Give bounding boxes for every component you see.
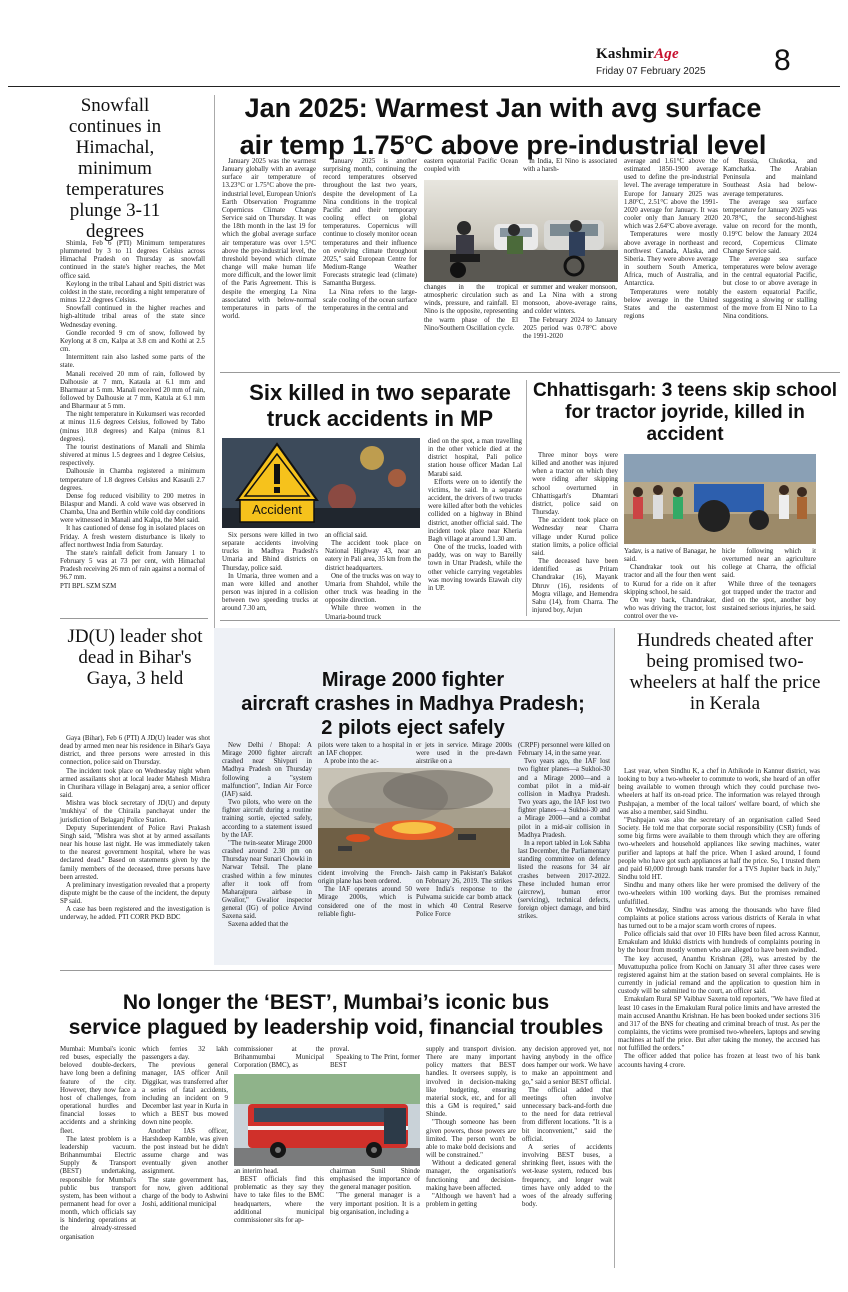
bus-photo: [234, 1074, 420, 1166]
masthead: [596, 44, 836, 86]
lead-col-5: average and 1.61°C above the estimated 1850-1900 average used to define the pre-industrial level. The average temperature in Europe for January 2025 was 1.80°C, 2.51°C above the 1991-2020 average for January. It was cooler only than January 2020 which was 2.64°C above average. Temperatures were mostly above average in northeast and northwest Canada, Alaska, and Siberia. They were above average in southern South America, Africa, much of Australia, and Antarctica. Temperatures were notably below average in the United States and the easternmost regions: [624, 158, 718, 320]
lead-headline-line1: Jan 2025: Warmest Jan with avg surface: [244, 93, 762, 123]
best-col-3b: an interim head. BEST officials find this problematic as they say they have to take files to the BMC headquarters, where the additional municipal commissioner sits for ap-: [234, 1168, 324, 1224]
column-divider: [614, 628, 615, 1268]
lead-col-6: of Russia, Chukotka, and Kamchatka. The Arabian Peninsula and mainland Southeast Asia had below-average temperatures. The average sea surface temperature for January 2025 was 20.78°C, the second-highest value on record for the month, 0.19°C below the January 2024 record, Copernicus Climate Change Service said. The average sea surface temperatures were below average in the central equatorial Pacific, but close to or above average in the eastern equatorial Pacific, suggesting a slowing or stalling of the move from El Nino to La Nina conditions.: [723, 158, 817, 320]
snowfall-body: [60, 240, 205, 610]
snowfall-para: Dalhousie in Chamba registered a minimum temperature of 1.8 degrees Celsius and Kasauli 2.7 degrees.: [60, 468, 205, 492]
lead-col-4a: In India, El Nino is associated with a harsh-: [523, 158, 617, 174]
degree-symbol: o: [404, 131, 414, 148]
snowfall-para: Shimla, Feb 6 (PTI) Minimum temperatures plummeted by 3 to 11 degrees Celsius across Himachal Pradesh on Thursday as snowfall continued in the state's higher reaches, the Met office said.: [60, 240, 205, 280]
snowfall-para: The night temperature in Kukumseri was recorded at minus 11.6 degrees Celsius, followed by Tabo (minus 10.8 degrees) and Kalpa (minus 8.1 degrees).: [60, 411, 205, 443]
best-col-3a: commissioner at the Brihanmumbai Municipal Corporation (BMC), as: [234, 1046, 324, 1070]
mp-col-2: an official said. The accident took place on National Highway 43, near an eatery in Pali area, 35 km from the district headquarters. One of the trucks was on way to Umaria from Shahdol, while the other truck was heading in the opposite direction. While three women in the Umaria-bound truck: [325, 532, 421, 621]
snowfall-para: The state's rainfall deficit from January 1 to February 5 was at 73 per cent, with Himachal Pradesh receiving 26 mm of rain against a normal of 96.7 mm.: [60, 549, 205, 582]
snowfall-para: Intermittent rain also lashed some parts of the state.: [60, 354, 205, 370]
mirage-headline: Mirage 2000 fighter aircraft crashes in Madhya Pradesh; 2 pilots eject safely: [241, 669, 585, 739]
mirage-col-3a: er jets in service. Mirage 2000s were used in the pre-dawn airstrike on a: [416, 742, 512, 766]
masthead-brand-accent: Age: [654, 46, 679, 62]
lead-col-3b: changes in the tropical atmospheric circulation such as winds, pressure, and rainfall. El Nino is the opposite, representing the warm phase of the El Nino/Southern Oscillation cycle.: [424, 284, 518, 332]
lead-col-3a: eastern equatorial Pacific Ocean coupled with: [424, 158, 518, 174]
snowfall-headline: Snowfall continues in Himachal, minimum temperatures plunge 3-11 degrees: [65, 95, 165, 242]
best-col-1: Mumbai: Mumbai's iconic red buses, especially the beloved double-deckers, have long been a defining feature of the city. However, they now face a host of challenges, from operational hurdles and financial losses to accidents and a shrinking fleet. The latest problem is a leadership vacuum. Brihanmumbai Electric Supply & Transport (BEST) undertaking, responsible for Mumbai's public bus transport system, has been without a permanent head for over a month, which officials say is hindering operations at the already-stressed organisation: [60, 1046, 136, 1241]
page-number: 8: [774, 44, 791, 77]
mp-trucks-headline: Six killed in two separate truck accidents in MP: [249, 380, 511, 431]
mirage-col-1: New Delhi / Bhopal: A Mirage 2000 fighter aircraft crashed near Shivpuri in Madhya Pradesh on Thursday following a "system malfunction", Indian Air Force (IAF) said. Two pilots, who were on the fighter aircraft during a routine training sortie, ejected safely, according to a statement issued by the IAF. "The twin-seater Mirage 2000 crashed around 2.30 pm on Thursday near Sunari Chowki in Narwar Tehsil. The plane crashed within a few minutes after it took off from Maharajpura airbase in Gwalior," Gwalior inspector general (IG) of police Arvind Saxena said. Saxena added that the: [222, 742, 312, 929]
best-col-4a: proval. Speaking to The Print, former BEST: [330, 1046, 420, 1070]
tractor-photo: [624, 454, 816, 544]
accident-photo: [222, 438, 420, 528]
snowfall-para: It has cautioned of dense fog in isolated places on Friday. A fresh western disturbance is likely to affect northwest India from Saturday.: [60, 525, 205, 549]
chhattisgarh-col-1: Three minor boys were killed and another was injured when a tractor on which they were riding after skipping school overturned in Chhattisgarh's Dhamtari district, police said on Thursday. The accident took place on Wednesday near Charra village under Kurud police station limits, a police official said. The deceased have been identified as Pritam Chandrakar (16), Mayank Dhruv (16), residents of Mogra village, and Hemendra Sahu (14), from Charra. The injured boy, Arjun: [532, 452, 618, 614]
kerala-headline: Hundreds cheated after being promised two-wheelers at half the price in Kerala: [629, 630, 821, 714]
jdu-para: A preliminary investigation revealed that a property dispute might be the cause of the incident, the deputy SP said.: [60, 881, 210, 906]
lead-headline-line2: air temp 1.75$^o$C above pre-industrial level: [239, 130, 767, 160]
snowfall-para: Keylong in the tribal Lahaul and Spiti district was coldest in the state, recording a night temperature of minus 12.2 degrees Celsius.: [60, 280, 205, 305]
jdu-body: [60, 735, 210, 965]
jdu-headline: JD(U) leader shot dead in Bihar's Gaya, 3 held: [67, 626, 203, 689]
mirage-col-4: (CRPF) personnel were killed on February 14, in the same year. Two years ago, the IAF lost two fighter planes—a Sukhoi-30 and a Mirage 2000—and a combat pilot in a mid-air collision in Madhya Pradesh. Two years ago, the IAF lost two fighter planes—a Sukhoi-30 and a Mirage 2000—and a combat pilot in a mid-air collision in Madhya Pradesh. In a report tabled in Lok Sabha last December, the Parliamentary standing committee on defence listed the reasons for 34 air crashes between 2017-2022. These included human error (aircrew), human error (servicing), technical defects, foreign object damage, and bird strikes.: [518, 742, 610, 921]
lead-col-4b: er summer and weaker monsoon, and La Nina with a strong monsoon, above-average rains, and colder winters. The February 2024 to January 2025 period was 0.78°C above the 1991-2020: [523, 284, 617, 340]
section-divider: [60, 970, 612, 971]
masthead-divider: [8, 86, 840, 87]
best-col-4b: chairman Sunil Shinde emphasised the importance of the general manager position. "The general manager is a very important position. It is a big organisation, including a: [330, 1168, 420, 1216]
column-divider: [526, 380, 527, 616]
mp-col-3: died on the spot, a man travelling in the other vehicle died at the district hospital, Pali police station house officer Madan Lal Marabi said. Efforts were on to identify the victims, he said. In a separate accident, the drivers of two trucks were killed after both the vehicles collided on a highway in Bhind district, another official said. The incident took place near Kheria Bagh village at around 1.30 am. One of the trucks, loaded with paddy, was on way to Bareilly town in Uttar Pradesh, while the other vehicle carrying vegetables was moving towards Etawah city in UP.: [428, 438, 522, 592]
lead-col-1: January 2025 was the warmest January globally with an average surface air temperature of 13.23°C or 1.75°C above the pre-industrial level, European Union's Earth Observation Programme Copernicus Climate Change Service said on Thursday. It was the 18th month in the last 19 for which the global average surface air temperature was over 1.5°C above the pre-industrial level, the threshold beyond which climate change will make human life more difficult, and the lower limit of the Paris Agreement. This is despite the emerging La Nina associated with below-normal temperatures in parts of the world.: [222, 158, 316, 320]
kerala-body: Last year, when Sindhu K, a chef in Athikode in Kannur district, was looking to buy a two-wheeler to commute to work, she heard of an offer being available to women through which they could purchase two-wheelers at half its on-road price. The information was relayed through Pushpajan, a member of the local tailors' welfare board, of which she was also a member, said Sindhu. "Pushpajan was also the secretary of an organisation called Seed Society. He told me that corporate social responsibility (CSR) funds of some big firms were available to them through which they are offering two-wheelers and household appliances like sewing machines, water purifier and laptops at half the price. When I asked around, I found people who have got such appliances at half the price. So, I trusted them and paid 60,000 through bank transfer for a TVS Jupiter back in July," Sindhu told HT. Sindhu and many others like her were promised the delivery of the two-wheelers within 100 working days. But the promises remained unfulfilled. On Wednesday, Sindhu was among the thousands who have filed complaints at police stations across various districts of Kerala in what has turned out to be a major scam worth crores of rupees. Police officials said that over 10 FIRs have been filed across Kannur, Ernakulam and Idukki districts with hundreds of complaints pouring in by the hour from mostly women who are alleged to have been swindled. The key accused, Ananthu Krishnan (28), was arrested by the Muvattupuzha police from Kochi on January 31 after three cases were registered against him at the station based on several complaints. He is currently in judicial remand and the application to question him in custody will be submitted to the court, an officer said. Ernakulam Rural SP Vaibhav Saxena told reporters, "We have filed at least 10 cases in the Ernakulam Rural police limits and have arrested the main accused Ananthu Krishnan. He has been booked under sections 316 and 317 of the BNS for cheating and criminal breach of trust. As per the complaints, the victims were promised two-wheelers, laptops and sewing machines at half the price. But after taking the money, the accused has not fulfilled the orders." The officer added that police has frozen at least two of his bank accounts having 4 crore.: [618, 768, 820, 1069]
chhattisgarh-col-3: hicle following which it overturned near an agriculture college at Charra, the official said. While three of the teenagers got trapped under the tractor and died on the spot, another boy sustained serious injuries, he said.: [722, 548, 816, 613]
chhattisgarh-col-2: Yadav, is a native of Banagar, he said. Chandrakar took out his tractor and all the four then went to Kurud for a ride on it after skipping school, he said. On way back, Chandrakar, who was driving the tractor, lost control over the ve-: [624, 548, 716, 621]
mirage-col-2b: cident involving the French-origin plane has been ordered. The IAF operates around 50 Mirage 2000s, which is considered one of the most reliable fight-: [318, 870, 412, 918]
traffic-photo: [424, 180, 618, 282]
section-divider: [60, 618, 208, 619]
best-col-2: which ferries 32 lakh passengers a day. The previous general manager, IAS officer Anil Diggikar, was transferred after a series of fatal accidents, including an incident on 9 December last year in Kurla in which a BEST bus mowed down nine people. Another IAS officer, Harshdeep Kamble, was given the post instead but he didn't assume charge and was eventually given another assignment. The state government has, for now, given additional charge of the body to Ashwini Joshi, additional municipal: [142, 1046, 228, 1208]
mirage-col-2a: pilots were taken to a hospital in an IAF chopper. A probe into the ac-: [318, 742, 412, 766]
jdu-para: Mishra was block secretary of JD(U) and deputy 'mukhiya' of the Chiraila panchayat under the jurisdiction of Belaganj Police Station.: [60, 800, 210, 824]
masthead-logo: [596, 46, 679, 63]
jdu-para: A case has been registered and the investigation is underway, he added. PTI CORR PKD BDC: [60, 906, 210, 922]
masthead-brand-main: Kashmir: [596, 46, 655, 62]
lead-col-2: "January 2025 is another surprising month, continuing the record temperatures observed throughout the last two years, despite the development of La Nina conditions in the tropical Pacific and their temporary cooling effect on global temperatures. Copernicus will continue to closely monitor ocean temperatures and their influence on evolving climate throughout 2025," said European Centre for Medium-Range Weather Forecasts strategic lead (climate) Samantha Burgess. La Nina refers to the large-scale cooling of the ocean surface temperatures in the central and: [323, 158, 417, 312]
chhattisgarh-headline: Chhattisgarh: 3 teens skip school for tractor joyride, killed in accident: [532, 380, 838, 445]
snowfall-para: Gondle recorded 9 cm of snow, followed by Keylong at 8 cm, Kalpa at 3.8 cm and Kothi at 2.5 cm.: [60, 329, 205, 354]
crash-photo: [318, 768, 510, 868]
snowfall-para: Dense fog reduced visibility to 200 metres in Bilaspur and Mandi. A cold wave was observed in Chamba, Una and Berthin while cold day conditions were witnessed in Manali and Kalpa, the Met said.: [60, 492, 205, 525]
jdu-para: Gaya (Bihar), Feb 6 (PTI) A JD(U) leader was shot dead by armed men near his residence in Bihar's Gaya district, and three persons were arrested in this connection, police said on Thursday.: [60, 735, 210, 767]
section-divider: [220, 372, 840, 373]
mirage-col-3b: Jaish camp in Pakistan's Balakot on February 26, 2019. The strikes were India's response to the Pulwama suicide car bomb attack in which 40 Central Reserve Police Force: [416, 870, 512, 918]
snowfall-para: Manali received 20 mm of rain, followed by Dalhousie at 7 mm, Kataula at 6.1 mm and Bharmaur at 5 mm. Manali received 20 mm of rain, followed by Dalhousie at 7 mm, Katula at 6.1 mm and Bharmaur at 5 mm.: [60, 370, 205, 411]
lead-headline: [220, 92, 786, 161]
snowfall-para: Snowfall continued in the higher reaches and high-altitude tribal areas of the state since Wednesday evening.: [60, 305, 205, 329]
mp-col-1: Six persons were killed in two separate accidents involving trucks in Madhya Pradesh's Umaria and Bhind districts on Thursday, police said. In Umaria, three women and a man were killed and another person was injured in a collision between two speeding trucks at around 7.30 am,: [222, 532, 318, 613]
snowfall-para: The tourist destinations of Manali and Shimla shivered at minus 1.5 degrees and 1 degree Celsius, respectively.: [60, 443, 205, 468]
snowfall-byline: PTI BPL SZM SZM: [60, 582, 117, 590]
best-col-5: supply and transport division. There are many important policy matters that BEST handles. It oversees supply, is involved in decision-making like budgeting, ensuring material stock, etc, and for all this a GM is required," said Shinde. "Though someone has been given powers, those powers are limited. The person won't be able to make bold decisions and will be constrained." Without a dedicated general manager, the organisation's functioning and decision-making have been affected. "Although we haven't had a problem in getting: [426, 1046, 516, 1208]
jdu-para: The incident took place on Wednesday night when armed assailants shot at local leader Mahesh Mishra in Churihara village in Belaganj area, a senior officer said.: [60, 767, 210, 800]
accident-sign-text: Accident: [252, 502, 302, 517]
best-headline: No longer the ‘BEST’, Mumbai’s iconic bus service plagued by leadership void, financial troubles: [68, 991, 604, 1039]
section-divider: [220, 620, 840, 621]
jdu-para: Deputy Superintendent of Police Ravi Prakash Singh said, "Mishra was shot at by armed assailants near his house last night. He was immediately taken to the nearest government hospital, where he was declared dead." Based on statements given by the family members of the deceased, three persons have been arrested.: [60, 824, 210, 881]
best-col-6: any decision approved yet, not having anybody in the office does hamper our work. We have to make an appointment and go," said a senior BEST official. The official added that meetings often involve unnecessary back-and-forth due to the need for data retrieval from different locations. "It is a bit inconvenient," said the official. A series of accidents involving BEST buses, a shrinking fleet, issues with the wet-lease system, reduced bus frequency, and longer wait times have only added to the woes of the already suffering body.: [522, 1046, 612, 1208]
masthead-date: Friday 07 February 2025: [596, 66, 706, 77]
